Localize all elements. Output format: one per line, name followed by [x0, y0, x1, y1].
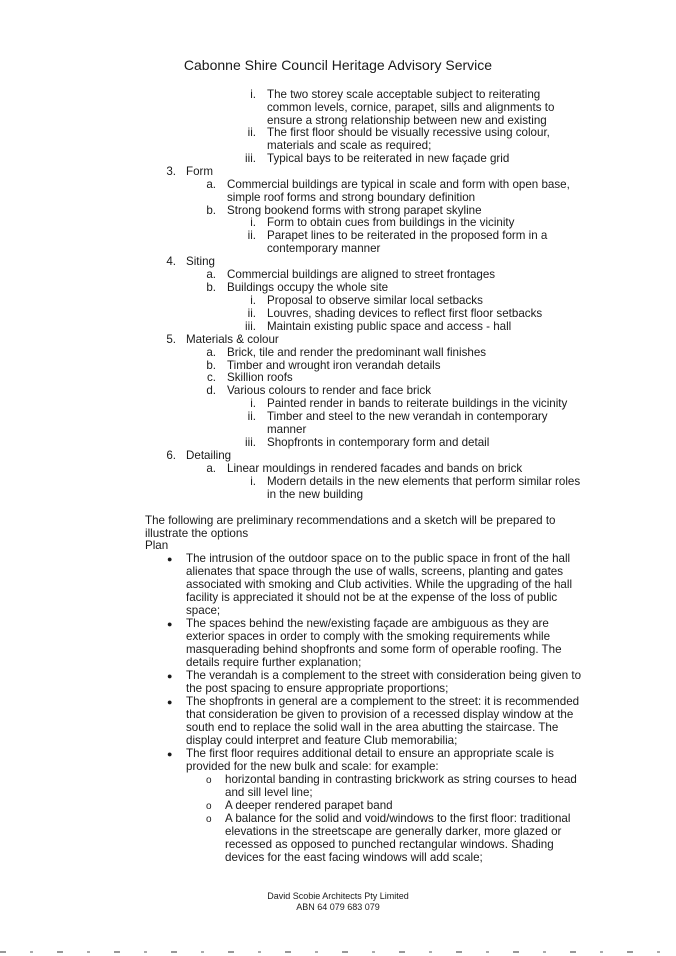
text-line: The first floor should be visually recessive using colour,: [267, 126, 550, 139]
text-line: Timber and wrought iron verandah details: [227, 359, 441, 372]
text-line: Form to obtain cues from buildings in the vicinity: [267, 216, 515, 229]
section-number: 5.: [166, 333, 176, 346]
roman-numeral: i.: [250, 294, 256, 307]
text-line: The verandah is a complement to the street with consideration being given to: [186, 669, 582, 682]
bullet-icon: ●: [167, 697, 173, 707]
bullet-icon: ●: [167, 671, 173, 681]
text-line: common levels, cornice, parapet, sills and alignments to: [267, 101, 555, 114]
text-line: The two storey scale acceptable subject to reiterating: [267, 88, 541, 101]
text-line: facility is appreciated it should not be at the expense of the loss of public: [186, 591, 558, 604]
circle-bullet-icon: o: [206, 801, 212, 812]
text-line: space;: [186, 604, 221, 617]
text-line: Commercial buildings are typical in scale and form with open base,: [227, 178, 570, 191]
roman-numeral: ii.: [247, 229, 256, 242]
roman-numeral: ii.: [247, 410, 256, 423]
text-line: Parapet lines to be reiterated in the proposed form in a: [267, 229, 548, 242]
text-line: Proposal to observe similar local setbacks: [267, 294, 483, 307]
roman-numeral: iii.: [245, 152, 256, 165]
text-line: Skillion roofs: [227, 371, 293, 384]
text-line: The shopfronts in general are a complement to the street: it is recommended: [186, 695, 580, 708]
text-line: materials and scale as required;: [267, 139, 432, 152]
text-line: Modern details in the new elements that perform similar roles: [267, 475, 581, 488]
text-line: A balance for the solid and void/windows to the first floor: traditional: [225, 812, 571, 825]
text-line: Various colours to render and face brick: [227, 384, 432, 397]
text-line: exterior spaces in order to comply with the smoking requirements while: [186, 630, 551, 643]
section-number: 4.: [166, 255, 176, 268]
section-number: 3.: [166, 165, 176, 178]
item-letter: b.: [206, 204, 216, 217]
text-line: Buildings occupy the whole site: [227, 281, 389, 294]
section-number: 6.: [166, 449, 176, 462]
text-line: A deeper rendered parapet band: [225, 799, 393, 812]
text-line: in the new building: [267, 488, 364, 501]
text-line: Shopfronts in contemporary form and detail: [267, 436, 490, 449]
text-line: devices for the east facing windows will add scale;: [225, 851, 483, 864]
text-line: The first floor requires additional detail to ensure an appropriate scale is: [186, 747, 554, 760]
section-heading-siting: Siting: [186, 255, 216, 268]
plan-heading: Plan: [145, 539, 169, 552]
footer-abn: ABN 64 079 683 079: [296, 902, 380, 912]
text-line: Louvres, shading devices to reflect first floor setbacks: [267, 307, 543, 320]
page-title: Cabonne Shire Council Heritage Advisory Service: [183, 57, 493, 73]
bullet-icon: ●: [167, 554, 173, 564]
text-line: Brick, tile and render the predominant wall finishes: [227, 346, 487, 359]
roman-numeral: iii.: [245, 436, 256, 449]
text-line: display could interpret and feature Club memorabilia;: [186, 734, 458, 747]
text-line: south end to replace the solid wall in the area abutting the staircase. The: [186, 721, 559, 734]
section-heading-detailing: Detailing: [186, 449, 232, 462]
text-line: and sill level line;: [225, 786, 313, 799]
text-line: ensure a strong relationship between new and existing: [267, 114, 547, 127]
item-letter: b.: [206, 281, 216, 294]
text-line: The spaces behind the new/existing façade are ambiguous as they are: [186, 617, 549, 630]
text-line: masquerading behind shopfronts and some form of operable roofing. The: [186, 643, 562, 656]
section-heading-form: Form: [186, 165, 214, 178]
roman-numeral: i.: [250, 216, 256, 229]
roman-numeral: i.: [250, 397, 256, 410]
item-letter: d.: [206, 384, 216, 397]
text-line: Linear mouldings in rendered facades and bands on brick: [227, 462, 523, 475]
text-line: associated with smoking and Club activities. While the upgrading of the hall: [186, 578, 573, 591]
text-line: horizontal banding in contrasting brickwork as string courses to head: [225, 773, 577, 786]
item-letter: a.: [206, 268, 216, 281]
text-line: alienates that space through the use of walls, screens, planting and gates: [186, 565, 564, 578]
footer-company: David Scobie Architects Pty Limited: [267, 891, 409, 901]
roman-numeral: ii.: [247, 126, 256, 139]
roman-numeral: i.: [250, 88, 256, 101]
section-heading-materials: Materials & colour: [186, 333, 279, 346]
item-letter: a.: [206, 178, 216, 191]
intro-paragraph: illustrate the options: [145, 527, 249, 540]
roman-numeral: i.: [250, 475, 256, 488]
text-line: that consideration be given to provision of a recessed display window at the: [186, 708, 574, 721]
roman-numeral: iii.: [245, 320, 256, 333]
text-line: the post spacing to ensure appropriate proportions;: [186, 682, 449, 695]
text-line: Typical bays to be reiterated in new façade grid: [267, 152, 510, 165]
roman-numeral: ii.: [247, 307, 256, 320]
circle-bullet-icon: o: [206, 775, 212, 786]
item-letter: a.: [206, 462, 216, 475]
text-line: elevations in the streetscape are generally darker, more glazed or: [225, 825, 562, 838]
text-line: details require further explanation;: [186, 656, 362, 669]
intro-paragraph: The following are preliminary recommendations and a sketch will be prepared to: [145, 514, 556, 527]
scan-artifact-line: [0, 951, 676, 953]
text-line: Strong bookend forms with strong parapet skyline: [227, 204, 482, 217]
text-line: The intrusion of the outdoor space on to the public space in front of the hall: [186, 552, 571, 565]
text-line: Maintain existing public space and access - hall: [267, 320, 512, 333]
bullet-icon: ●: [167, 749, 173, 759]
text-line: simple roof forms and strong boundary definition: [227, 191, 476, 204]
bullet-icon: ●: [167, 619, 173, 629]
text-line: contemporary manner: [267, 242, 381, 255]
item-letter: b.: [206, 359, 216, 372]
item-letter: a.: [206, 346, 216, 359]
text-line: Painted render in bands to reiterate buildings in the vicinity: [267, 397, 568, 410]
item-letter: c.: [206, 371, 216, 384]
circle-bullet-icon: o: [206, 814, 212, 825]
text-line: provided for the new bulk and scale: for example:: [186, 760, 439, 773]
text-line: manner: [267, 423, 307, 436]
text-line: recessed as opposed to punched rectangular windows. Shading: [225, 838, 554, 851]
text-line: Commercial buildings are aligned to street frontages: [227, 268, 496, 281]
text-line: Timber and steel to the new verandah in contemporary: [267, 410, 548, 423]
